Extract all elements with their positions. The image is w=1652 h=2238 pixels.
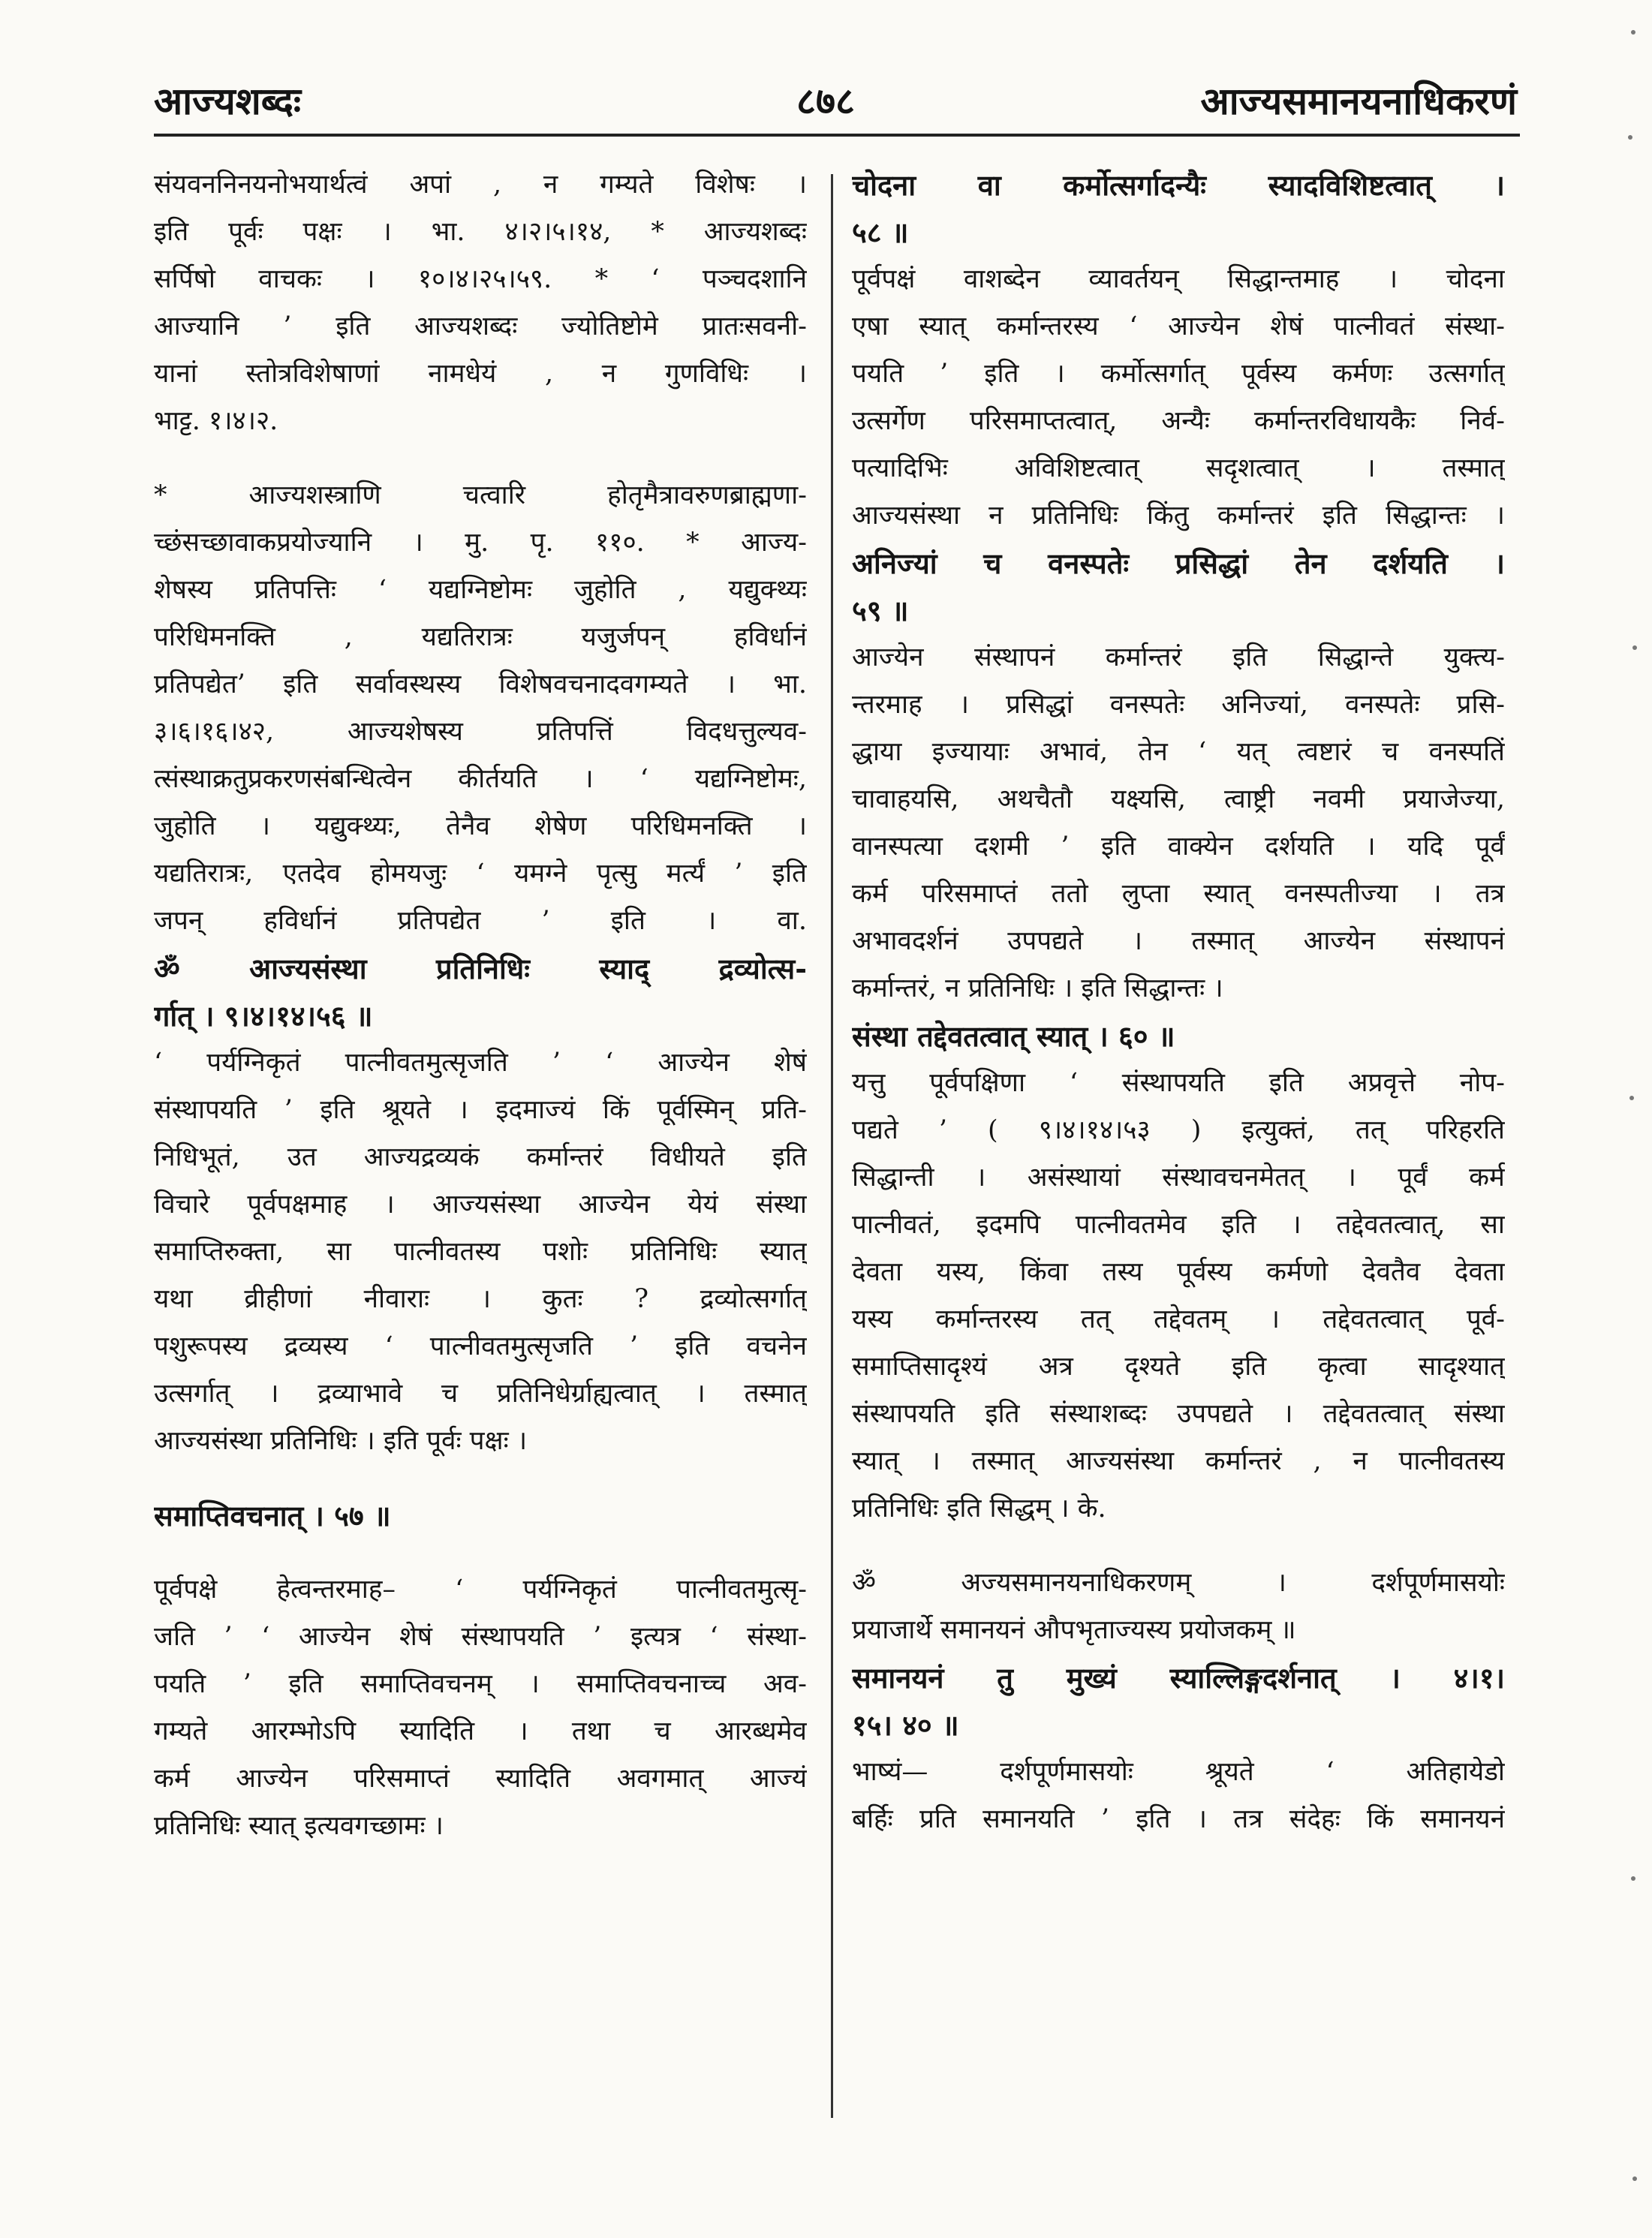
text-line: ‘ पर्यग्निकृतं पात्नीवतमुत्सृजति ’ ‘ आज्येन शेषं — [154, 1048, 807, 1078]
sutra-line: ५८ ॥ — [852, 215, 909, 249]
text-line: सिद्धान्ती । असंस्थायां संस्थावचनमेतत् । पूर्वं कर्म — [852, 1163, 1505, 1193]
text-line: विचारे पूर्वपक्षमाह । आज्यसंस्था आज्येन येयं संस्था — [154, 1190, 807, 1220]
text-line: भाट्ट. १।४।२. — [154, 406, 278, 436]
text-line: यस्य कर्मान्तरस्य तत् तद्देवतम् । तद्देवतत्वात् पूर्व- — [852, 1304, 1505, 1334]
text-line: पयति ’ इति । कर्मोत्सर्गात् पूर्वस्य कर्मणः उत्सर्गात् — [852, 359, 1505, 389]
sutra-line: समाप्तिवचनात् । ५७ ॥ — [154, 1499, 391, 1533]
text-line: पशुरूपस्य द्रव्यस्य ‘ पात्नीवतमुत्सृजति ’ इति वचनेन — [154, 1331, 807, 1361]
text-line: पूर्वपक्षे हेत्वन्तरमाह– ‘ पर्यग्निकृतं पात्नीवतमुत्सृ- — [154, 1575, 807, 1605]
text-line: स्यात् । तस्मात् आज्यसंस्था कर्मान्तरं , न पात्नीवतस्य — [852, 1446, 1505, 1476]
text-line: उत्सर्गेण परिसमाप्तत्वात्, अन्यैः कर्मान्तरविधायकैः निर्व- — [852, 406, 1505, 436]
text-line: कर्म परिसमाप्तं ततो लुप्ता स्यात् वनस्पतीज्या । तत्र — [852, 879, 1505, 909]
text-line: भाष्यं— दर्शपूर्णमासयोः श्रूयते ‘ अतिहायेडो — [852, 1757, 1505, 1787]
right-column — [852, 161, 1505, 1843]
paragraph-gap — [154, 1539, 807, 1566]
page-number: ८७८ — [796, 79, 855, 123]
text-line: जुहोति । यद्युक्थ्यः, तेनैव शेषेण परिधिमनक्ति । — [154, 811, 807, 841]
sutra-line: अनिज्यां च वनस्पतेः प्रसिद्धां तेन दर्शयति । — [852, 546, 1505, 580]
text-line: यद्यतिरात्रः, एतदेव होमयजुः ‘ यमग्ने पृत्सु मर्त्यं ’ इति — [154, 859, 807, 889]
column-divider — [831, 174, 833, 2118]
text-line: पयति ’ इति समाप्तिवचनम् । समाप्तिवचनाच्च अव- — [154, 1669, 807, 1699]
sutra-line: र्गात् । ९।४।१४।५६ ॥ — [154, 999, 373, 1033]
speck — [1631, 30, 1635, 35]
sutra-line: संस्था तद्देवतत्वात् स्यात् । ६० ॥ — [852, 1019, 1175, 1053]
text-line: आज्यसंस्था न प्रतिनिधिः किंतु कर्मान्तरं इति सिद्धान्तः । — [852, 501, 1505, 531]
text-line: पत्यादिभिः अविशिष्टत्वात् सदृशत्वात् । तस्मात् — [852, 453, 1505, 483]
text-line: प्रयाजार्थे समानयनं औपभृताज्यस्य प्रयोजकम् ॥ — [852, 1615, 1296, 1645]
speck — [1628, 135, 1632, 140]
text-line: संस्थापयति ’ इति श्रूयते । इदमाज्यं किं पूर्वस्मिन् प्रति- — [154, 1095, 807, 1125]
text-line: परिधिमनक्ति , यद्यतिरात्रः यजुर्जपन् हविर्धानं — [154, 622, 807, 652]
text-line: एषा स्यात् कर्मान्तरस्य ‘ आज्येन शेषं पात्नीवतं संस्था- — [852, 311, 1505, 341]
sutra-line: ॐ आज्यसंस्था प्रतिनिधिः स्याद् द्रव्योत्स- — [154, 952, 807, 985]
header-rule — [154, 134, 1520, 137]
text-line: यत्तु पूर्वपक्षिणा ‘ संस्थापयति इति अप्रवृत्ते नोप- — [852, 1068, 1505, 1098]
text-line: प्रतिपद्येत’ इति सर्वावस्थस्य विशेषवचनादवगम्यते । भा. — [154, 669, 807, 699]
text-line: समाप्तिसादृश्यं अत्र दृश्यते इति कृत्वा सादृश्यात् — [852, 1352, 1505, 1382]
left-column — [154, 161, 807, 1850]
text-line: चावाहयसि, अथचैतौ यक्ष्यसि, त्वाष्ट्री नवमी प्रयाजेज्या, — [852, 784, 1505, 814]
text-line: आज्यानि ’ इति आज्यशब्दः ज्योतिष्टोमे प्रातःसवनी- — [154, 311, 807, 341]
text-line: निधिभूतं, उत आज्यद्रव्यकं कर्मान्तरं विधीयते इति — [154, 1142, 807, 1172]
text-line: प्रतिनिधिः इति सिद्धम् । के. — [852, 1494, 1106, 1524]
text-line: कर्मान्तरं, न प्रतिनिधिः । इति सिद्धान्तः । — [852, 973, 1223, 1003]
text-line: संयवननिनयनोभयार्थत्वं अपां , न गम्यते विशेषः । — [154, 170, 807, 200]
text-line: ॐ अज्यसमानयनाधिकरणम् । दर्शपूर्णमासयोः — [852, 1568, 1505, 1598]
text-line: यथा व्रीहीणां नीवाराः । कुतः ? द्रव्योत्सर्गात् — [154, 1284, 807, 1314]
sutra-line: १५। ४० ॥ — [852, 1708, 959, 1742]
text-line: पात्नीवतं, इदमपि पात्नीवतमेव इति । तद्देवतत्वात्, सा — [852, 1210, 1505, 1240]
paragraph-gap — [154, 445, 807, 472]
text-line: सर्पिषो वाचकः । १०।४।२५।५९. * ‘ पञ्चदशानि — [154, 264, 807, 294]
text-line: देवता यस्य, किंवा तस्य पूर्वस्य कर्मणो देवतैव देवता — [852, 1257, 1505, 1287]
text-line: द्धाया इज्यायाः अभावं, तेन ‘ यत् त्वष्टारं च वनस्पतिं — [852, 737, 1505, 767]
speck — [1632, 2176, 1637, 2181]
text-line: वानस्पत्या दशमी ’ इति वाक्येन दर्शयति । यदि पूर्वं — [852, 832, 1505, 862]
text-line: न्तरमाह । प्रसिद्धां वनस्पतेः अनिज्यां, वनस्पतेः प्रसि- — [852, 690, 1505, 720]
speck — [1632, 645, 1637, 650]
text-line: त्संस्थाक्रतुप्रकरणसंबन्धित्वेन कीर्तयति । ‘ यद्यग्निष्टोमः, — [154, 764, 807, 794]
text-line: उत्सर्गात् । द्रव्याभावे च प्रतिनिधेर्ग्राह्यत्वात् । तस्मात् — [154, 1379, 807, 1409]
text-line: इति पूर्वः पक्षः । भा. ४।२।५।१४, * आज्यशब्दः — [154, 217, 807, 247]
paragraph-gap — [154, 1465, 807, 1492]
text-line: * आज्यशस्त्राणि चत्वारि होतृमैत्रावरुणब्राह्मणा- — [154, 480, 807, 510]
text-line: जपन् हविर्धानं प्रतिपद्येत ’ इति । वा. — [154, 906, 807, 936]
margin-specks — [1625, 0, 1647, 2238]
text-line: संस्थापयति इति संस्थाशब्दः उपपद्यते । तद्देवतत्वात् संस्था — [852, 1399, 1505, 1429]
sutra-line: ५९ ॥ — [852, 594, 909, 627]
sutra-line: समानयनं तु मुख्यं स्याल्लिङ्गदर्शनात् । ४।१। — [852, 1661, 1505, 1695]
running-head-left: आज्यशब्दः — [154, 79, 301, 123]
text-line: शेषस्य प्रतिपत्तिः ‘ यद्यग्निष्टोमः जुहोति , यद्युक्थ्यः — [154, 575, 807, 605]
text-line: च्छंसच्छावाकप्रयोज्यानि । मु. पृ. ११०. * आज्य- — [154, 528, 807, 558]
text-line: ३।६।१६।४२, आज्यशेषस्य प्रतिपत्तिं विदधत्तुल्यव- — [154, 717, 807, 747]
paragraph-gap — [852, 1533, 1505, 1560]
text-line: आज्यसंस्था प्रतिनिधिः । इति पूर्वः पक्षः । — [154, 1426, 528, 1456]
text-line: पूर्वपक्षं वाशब्देन व्यावर्तयन् सिद्धान्तमाह । चोदना — [852, 264, 1505, 294]
speck — [1629, 1096, 1634, 1100]
text-line: कर्म आज्येन परिसमाप्तं स्यादिति अवगमात् आज्यं — [154, 1764, 807, 1794]
text-line: आज्येन संस्थापनं कर्मान्तरं इति सिद्धान्ते युक्त्य- — [852, 642, 1505, 672]
text-line: यानां स्तोत्रविशेषाणां नामधेयं , न गुणविधिः । — [154, 359, 807, 389]
text-line: बर्हिः प्रति समानयति ’ इति । तत्र संदेहः किं समानयनं — [852, 1804, 1505, 1834]
speck — [1631, 1876, 1635, 1881]
text-line: प्रतिनिधिः स्यात् इत्यवगच्छामः । — [154, 1811, 444, 1841]
text-line: अभावदर्शनं उपपद्यते । तस्मात् आज्येन संस्थापनं — [852, 926, 1505, 956]
text-line: जति ’ ‘ आज्येन शेषं संस्थापयति ’ इत्यत्र ‘ संस्था- — [154, 1622, 807, 1652]
text-line: गम्यते आरम्भोऽपि स्यादिति । तथा च आरब्धमेव — [154, 1716, 807, 1746]
text-line: पद्यते ’ ( ९।४।१४।५३ ) इत्युक्तं, तत् परिहरति — [852, 1115, 1505, 1145]
sutra-line: चोदना वा कर्मोत्सर्गादन्यैः स्यादविशिष्टत्वात् । — [852, 168, 1505, 202]
running-head-right: आज्यसमानयनाधिकरणं — [1200, 79, 1517, 123]
text-line: समाप्तिरुक्ता, सा पात्नीवतस्य पशोः प्रतिनिधिः स्यात् — [154, 1237, 807, 1267]
